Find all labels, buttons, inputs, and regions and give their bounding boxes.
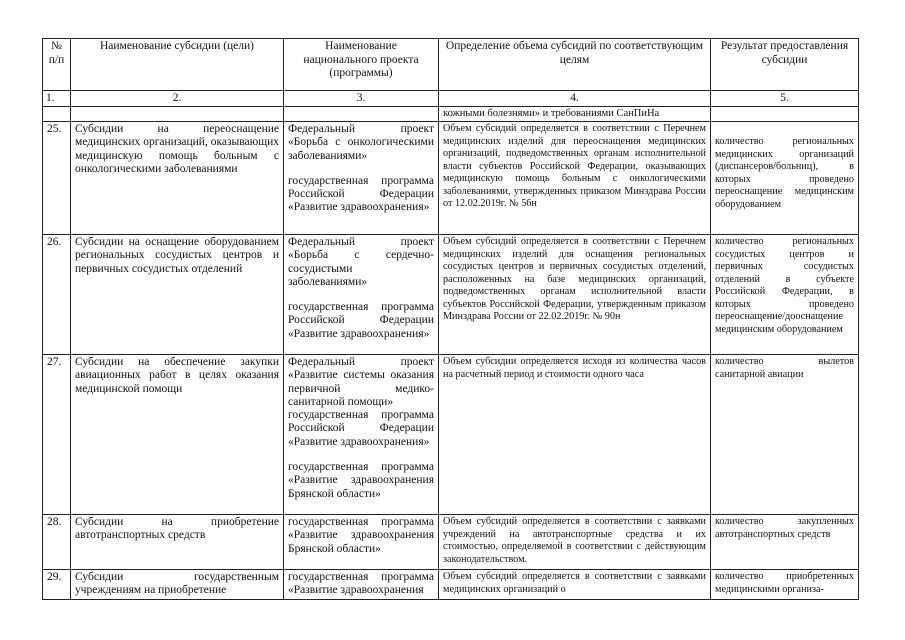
project-federal: Федеральный проект «Борьба с сердечно-сосудистыми заболеваниями» (288, 236, 434, 288)
continuation-text: кожными болезнями» и требованиями СанПиНа (439, 107, 711, 122)
header-determination: Определение объема субсидий по соответствующим целям (439, 39, 711, 91)
header-national-project: Наименование национального проекта (программы) (284, 39, 439, 91)
subsidy-determination: Объем субсидии определяется исходя из количества часов на расчетный период и стоимости одного часа (439, 355, 711, 515)
column-numbering-row (43, 91, 859, 107)
table-row (43, 355, 859, 515)
subsidy-determination: Объем субсидий определяется в соответствии с Перечнем медицинских изделий для оснащения региональных сосудистых центров и первичных сосудистых отделений, расположенных на базе медицинских организаций, подведомственных органам исполнительной власти субъектов Российской Федерации, утвержденным приказом Минздрава России от 22.02.2019г. № 90н (439, 235, 711, 355)
subsidy-result: количество региональных сосудистых центров и первичных сосудистых отделений в субъекте Российской Федерации, в которых проведено переоснащение/дооснащение медицинским оборудованием (711, 235, 859, 355)
table-row (43, 122, 859, 235)
header-result: Результат предоставления субсидии (711, 39, 859, 91)
subsidy-name: Субсидии на обеспечение закупки авиационных работ в целях оказания медицинской помощи (71, 355, 284, 515)
row-number: 28. (43, 515, 71, 570)
project-regional-program: государственная программа «Развитие здравоохранения Брянской области» (288, 461, 434, 500)
column-number-3: 3. (284, 91, 439, 107)
national-project (284, 355, 439, 515)
subsidy-name: Субсидии на приобретение автотранспортных средств (71, 515, 284, 570)
table-row (43, 235, 859, 355)
national-project (284, 570, 439, 600)
table-row (43, 570, 859, 600)
header-subsidy-name: Наименование субсидии (цели) (71, 39, 284, 91)
row-number: 27. (43, 355, 71, 515)
subsidy-determination: Объем субсидий определяется в соответствии с заявками медицинских организаций о (439, 570, 711, 600)
column-number-5: 5. (711, 91, 859, 107)
subsidy-name: Субсидии на оснащение оборудованием региональных сосудистых центров и первичных сосудистых отделений (71, 235, 284, 355)
subsidy-name: Субсидии на переоснащение медицинских организаций, оказывающих медицинскую помощь больным с онкологическими заболеваниями (71, 122, 284, 235)
project-regional-program: государственная программа «Развитие здравоохранения (288, 571, 434, 597)
project-federal: Федеральный проект «Развитие системы оказания первичной медико-санитарной помощи» (288, 356, 434, 408)
national-project (284, 122, 439, 235)
subsidy-determination: Объем субсидий определяется в соответствии с Перечнем медицинских изделий для переоснащения медицинских организаций, подведомственных органам исполнительной власти субъектов Российской Федерации, оказывающих медицинскую помощь больным с онкологическими заболеваниями, утвержденных приказом Минздрава России от 12.02.2019г. № 56н (439, 122, 711, 235)
project-state-program: государственная программа Российской Федерации «Развитие здравоохранения» (288, 409, 434, 448)
column-number-4: 4. (439, 91, 711, 107)
subsidy-result: количество закупленных автотранспортных средств (711, 515, 859, 570)
project-state-program: государственная программа Российской Федерации «Развитие здравоохранения» (288, 174, 434, 214)
national-project (284, 235, 439, 355)
subsidy-result: количество вылетов санитарной авиации (711, 355, 859, 515)
subsidy-determination: Объем субсидий определяется в соответствии с заявками учреждений на автотранспортные средства и их стоимостью, определяемой в соответствии с действующим законодательством. (439, 515, 711, 570)
row-number: 29. (43, 570, 71, 600)
row-number: 26. (43, 235, 71, 355)
column-number-2: 2. (71, 91, 284, 107)
project-federal: Федеральный проект «Борьба с онкологическими заболеваниями» (288, 123, 434, 162)
continuation-row (43, 107, 859, 122)
national-project (284, 515, 439, 570)
project-state-program: государственная программа Российской Федерации «Развитие здравоохранения» (288, 301, 434, 340)
row-number: 25. (43, 122, 71, 235)
table-header-row (43, 39, 859, 91)
column-number-1: 1. (43, 91, 71, 107)
subsidy-table (42, 38, 859, 600)
header-number: № п/п (43, 39, 71, 91)
project-regional-program: государственная программа «Развитие здравоохранения Брянской области» (288, 516, 434, 555)
subsidy-result: количество региональных медицинских организаций (диспансеров/больниц), в которых проведено переоснащение медицинским оборудованием (711, 122, 859, 235)
subsidy-result: количество приобретенных медицинскими организа- (711, 570, 859, 600)
table-row (43, 515, 859, 570)
subsidy-name: Субсидии государственным учреждениям на приобретение (71, 570, 284, 600)
